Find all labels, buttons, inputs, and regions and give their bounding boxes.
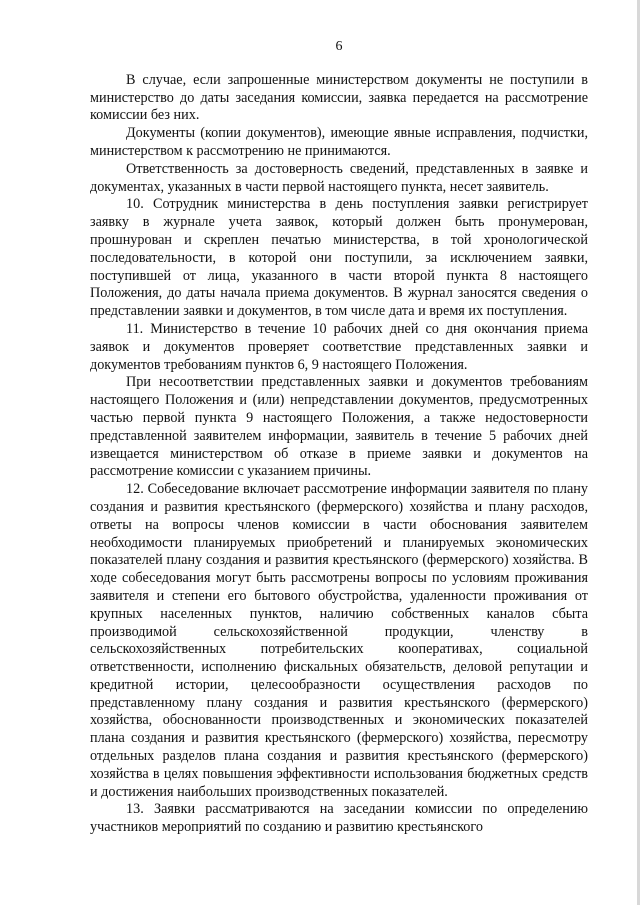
paragraph-clause-12: 12. Собеседование включает рассмотрение информации заявителя по плану создания и развития крестьянского (фермерского) хозяйства и плану расходов, ответы на вопросы членов комиссии в части обоснования заявителем необходимости планируемых приобретений и планируемых экономических показателей плану создания и развития крестьянского (фермерского) хозяйства. В ходе собеседования могут быть рассмотрены вопросы по условиям проживания заявителя и степени его бытового обустройства, удаленности проживания от крупных населенных пунктов, наличию собственных каналов сбыта производимой сельскохозяйственной продукции, членству в сельскохозяйственных потребительских кооперативах, социальной ответственности, исполнению фискальных обязательств, деловой репутации и кредитной истории, целесообразности осуществления расходов по представленному плану создания и развития крестьянского (фермерского) хозяйства, обоснованности производственных и экономических показателей плана создания и развития крестьянского (фермерского) хозяйства, пересмотру отдельных разделов плана создания и развития крестьянского (фермерского) хозяйства в целях повышения эффективности использования бюджетных средств и достижения наибольших производственных показателей. (90, 481, 588, 800)
page-number: 6 (335, 39, 343, 54)
paragraph-responsibility: Ответственность за достоверность сведений, представленных в заявке и документах, указанных в части первой настоящего пункта, несет заявитель. (90, 160, 588, 195)
paragraph-noncompliance: При несоответствии представленных заявки и документов требованиям настоящего Положения и (или) непредставлении документов, предусмотренных частью первой пункта 9 настоящего Положения, а также недостоверности представленной заявителем информации, заявитель в течение 5 рабочих дней извещается министерством об отказе в приеме заявки и документов на рассмотрение комиссии с указанием причины. (90, 374, 588, 480)
paragraph-clause-10: 10. Сотрудник министерства в день поступления заявки регистрирует заявку в журнале учета заявок, который должен быть пронумерован, прошнурован и скреплен печатью министерства, в той хронологической последовательности, в которой они поступили, за исключением заявки, поступившей от лица, указанного в части второй пункта 8 настоящего Положения, до даты начала приема документов. В журнал заносятся сведения о представлении заявки и документов, в том числе дата и время их поступления. (90, 196, 588, 320)
paragraph-clause-13: 13. Заявки рассматриваются на заседании комиссии по определению участников мероприятий по созданию и развитию крестьянского (90, 801, 588, 836)
paragraph-missing-documents: В случае, если запрошенные министерством документы не поступили в министерство до даты заседания комиссии, заявка передается на рассмотрение комиссии без них. (90, 71, 588, 124)
paragraph-clause-11: 11. Министерство в течение 10 рабочих дней со дня окончания приема заявок и документов проверяет соответствие представленных заявки и документов требованиям пунктов 6, 9 настоящего Положения. (90, 320, 588, 373)
paragraph-corrected-documents: Документы (копии документов), имеющие явные исправления, подчистки, министерством к рассмотрению не принимаются. (90, 125, 588, 159)
